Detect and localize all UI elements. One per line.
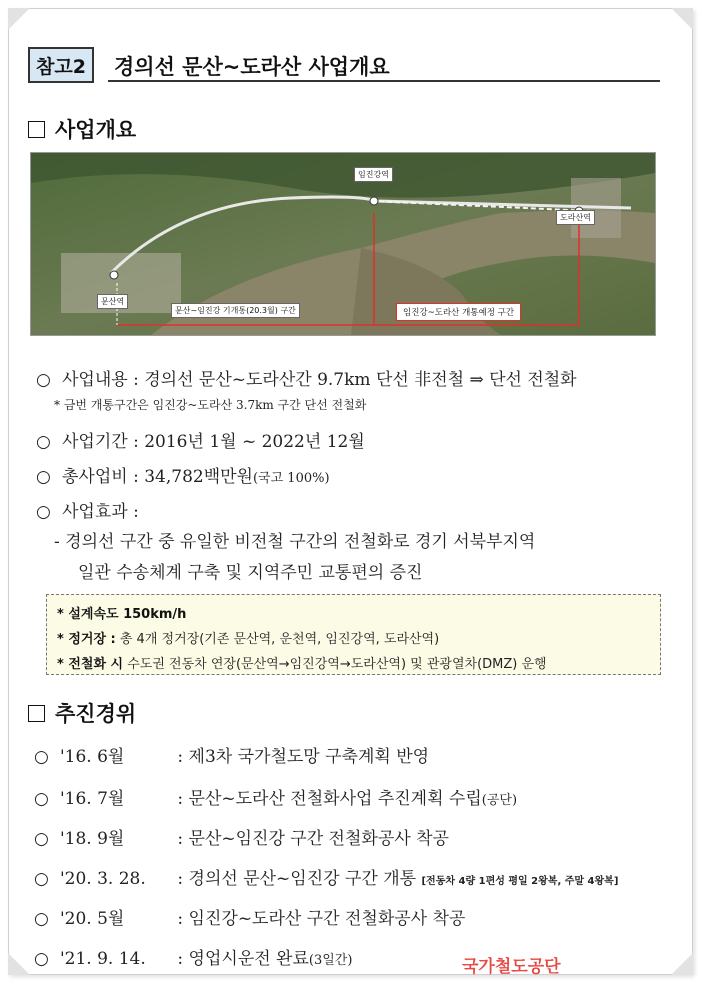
effect-line: - 경의선 구간 중 유일한 비전철 구간의 전철화로 경기 서북부지역 — [54, 532, 536, 552]
timeline-extra: (3일간) — [308, 953, 353, 968]
checkbox-square-icon — [28, 705, 45, 722]
item-label: 사업기간 : — [62, 432, 145, 452]
item-text: 경의선 문산~도라산간 9.7km 단선 非전철 ⇒ 단선 전철화 — [144, 370, 577, 390]
info-row — [57, 653, 547, 672]
timeline-item — [34, 742, 429, 767]
planned-section-label: 임진강~도라산 개통예정 구간 — [396, 303, 521, 321]
circle-bullet-icon: ○ — [34, 789, 49, 809]
timeline-date: '20. 3. 28. — [60, 869, 146, 889]
info-key: * 설계속도 150km/h — [57, 607, 187, 622]
timeline-item — [34, 904, 465, 929]
route-map-image — [30, 152, 656, 336]
section-heading-overview — [28, 114, 136, 144]
item-text: 34,782백만원 — [144, 467, 253, 487]
timeline-text: 제3차 국가철도망 구축계획 반영 — [188, 747, 430, 767]
opened-section-label: 문산~임진강 기개통(20.3월) 구간 — [171, 303, 300, 318]
timeline-item — [34, 864, 618, 889]
footnote: * 금번 개통구간은 임진강~도라산 3.7km 구간 단선 전철화 — [54, 398, 367, 412]
page-corner-fold — [8, 953, 30, 975]
station-label-dorasan: 도라산역 — [556, 210, 595, 225]
timeline-date: '18. 9월 — [60, 829, 125, 849]
timeline-text: 임진강~도라산 구간 전철화공사 착공 — [188, 909, 466, 929]
circle-bullet-icon: ○ — [36, 432, 51, 452]
item-suffix: (국고 100%) — [252, 471, 330, 486]
list-item — [36, 427, 365, 452]
list-item — [36, 365, 577, 390]
item-label: 총사업비 : — [62, 467, 145, 487]
circle-bullet-icon: ○ — [34, 949, 49, 969]
circle-bullet-icon: ○ — [36, 502, 51, 522]
station-label-imjingang: 임진강역 — [354, 167, 393, 182]
circle-bullet-icon: ○ — [36, 467, 51, 487]
list-item — [36, 462, 330, 487]
circle-bullet-icon: ○ — [36, 370, 51, 390]
timeline-sep: : — [172, 829, 189, 849]
checkbox-square-icon — [28, 121, 45, 138]
item-label: 사업내용 : — [62, 370, 145, 390]
timeline-sep: : — [172, 949, 189, 969]
list-item — [36, 497, 139, 522]
section-heading-text: 사업개요 — [55, 118, 137, 142]
timeline-date: '16. 6월 — [60, 747, 125, 767]
effect-line: 일관 수송체계 구축 및 지역주민 교통편의 증진 — [78, 563, 423, 583]
timeline-text: 문산~임진강 구간 전철화공사 착공 — [188, 829, 449, 849]
info-box — [46, 594, 661, 675]
timeline-sep: : — [172, 789, 189, 809]
page-corner-fold — [671, 8, 693, 30]
timeline-sep: : — [172, 747, 189, 767]
section-heading-progress — [28, 698, 136, 728]
timeline-sep: : — [172, 909, 189, 929]
section-heading-text: 추진경위 — [55, 702, 137, 726]
info-row — [57, 628, 439, 647]
reference-tag: 참고2 — [28, 47, 94, 83]
timeline-item — [34, 784, 517, 809]
info-key: * 정거장 : — [57, 632, 116, 647]
page-corner-fold — [8, 8, 30, 30]
organization-stamp: 국가철도공단 — [462, 957, 561, 977]
timeline-text: 경의선 문산~임진강 구간 개통 — [188, 869, 417, 889]
timeline-item — [34, 824, 449, 849]
timeline-text: 문산~도라산 전철화사업 추진계획 수립 — [188, 789, 482, 809]
info-value: 수도권 전동차 연장(문산역→임진강역→도라산역) 및 관광열차(DMZ) 운행 — [123, 657, 547, 672]
info-key: * 전철화 시 — [57, 657, 124, 672]
timeline-date: '21. 9. 14. — [60, 949, 146, 969]
item-label: 사업효과 : — [62, 502, 139, 522]
timeline-date: '16. 7월 — [60, 789, 125, 809]
circle-bullet-icon: ○ — [34, 747, 49, 767]
timeline-extra: (공단) — [481, 793, 518, 808]
circle-bullet-icon: ○ — [34, 829, 49, 849]
page-title: 경의선 문산~도라산 사업개요 — [114, 55, 390, 79]
info-value: 총 4개 정거장(기존 문산역, 운천역, 임진강역, 도라산역) — [115, 632, 440, 647]
title-underline — [108, 80, 660, 82]
page-corner-fold — [671, 953, 693, 975]
timeline-item — [34, 944, 352, 969]
circle-bullet-icon: ○ — [34, 869, 49, 889]
item-text: 2016년 1월 ~ 2022년 12월 — [144, 432, 365, 452]
station-label-munsan: 문산역 — [97, 294, 128, 309]
timeline-extra: [전동차 4량 1편성 평일 2왕복, 주말 4왕복] — [421, 876, 619, 887]
timeline-sep: : — [172, 869, 189, 889]
circle-bullet-icon: ○ — [34, 909, 49, 929]
info-row — [57, 603, 186, 622]
timeline-date: '20. 5월 — [60, 909, 125, 929]
timeline-text: 영업시운전 완료 — [188, 949, 309, 969]
